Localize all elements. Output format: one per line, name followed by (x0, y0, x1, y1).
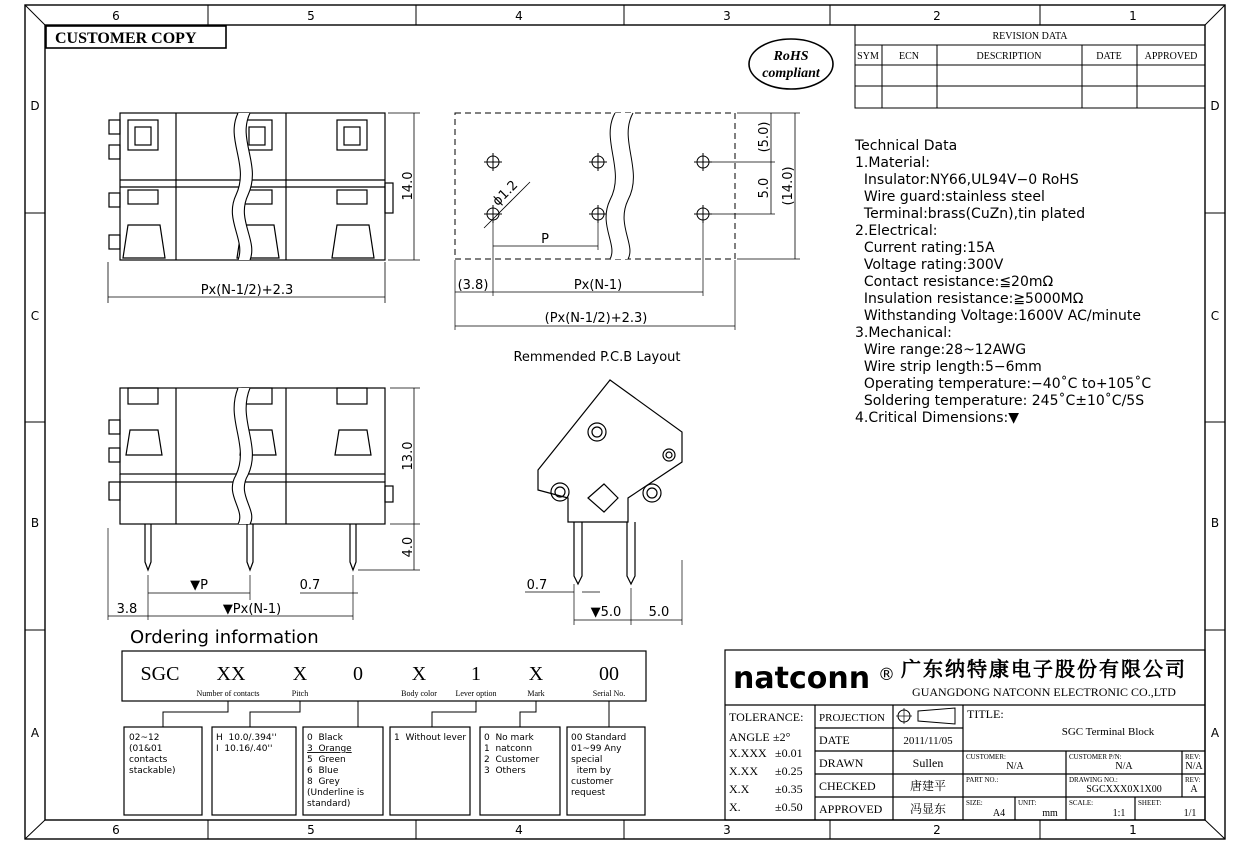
rohs-ellipse (749, 39, 833, 89)
col-label-bottom: 4 (515, 823, 523, 837)
option-color: (Underline is (307, 788, 365, 798)
option-serial: request (571, 788, 606, 798)
option-mark: 3 Others (484, 766, 526, 776)
tolerance-key: X.X (729, 782, 750, 796)
dim-top-height: 14.0 (401, 171, 416, 201)
row-label-right: C (1210, 309, 1220, 323)
tech-line: Wire guard:stainless steel (855, 189, 1045, 205)
date-label: DATE (819, 733, 850, 747)
option-contacts: 02~12 (129, 733, 160, 743)
ordering-code: 1 (471, 663, 481, 685)
tech-line: Insulator:NY66,UL94V−0 RoHS (855, 172, 1079, 188)
col-label-top: 1 (1129, 9, 1137, 23)
option-serial: item by (571, 766, 611, 776)
company-cn: 广东纳特康电子股份有限公司 (901, 659, 1187, 681)
company-en: GUANGDONG NATCONN ELECTRONIC CO.,LTD (912, 685, 1176, 699)
row-label-left: C (30, 309, 40, 323)
dim-pcb-pn1: Px(N-1) (573, 278, 623, 293)
dim-side-50b: 5.0 (648, 605, 670, 620)
option-mark: 0 No mark (484, 733, 534, 743)
option-serial: 00 Standard (571, 733, 627, 743)
projection-label: PROJECTION (819, 712, 886, 724)
col-label-bottom: 5 (307, 823, 315, 837)
row-label-left: B (30, 516, 40, 530)
checked-label: CHECKED (819, 779, 876, 793)
ordering-code: X (411, 663, 427, 685)
option-color: 0 Black (307, 733, 343, 743)
top-view (108, 113, 420, 303)
drawing-no-label: DRAWING NO.: (1069, 776, 1118, 784)
col-label-bottom: 1 (1129, 823, 1137, 837)
tech-line: Withstanding Voltage:1600V AC/minute (855, 308, 1141, 324)
option-color: 5 Green (307, 755, 346, 765)
revision-header: ECN (899, 51, 919, 62)
ordering-label: Serial No. (592, 689, 626, 698)
tolerance-key: X.XX (729, 764, 758, 778)
ordering-code: SGC (140, 663, 180, 685)
option-contacts: (01&01 (129, 744, 163, 754)
brand-logo: natconn (733, 661, 871, 696)
option-contacts: contacts (129, 755, 168, 765)
option-serial: customer (571, 777, 614, 787)
col-label-bottom: 6 (112, 823, 120, 837)
tolerance-key: X. (729, 800, 741, 814)
unit-label: UNIT: (1018, 799, 1037, 807)
dim-front-40: 4.0 (401, 536, 416, 558)
col-label-bottom: 2 (933, 823, 941, 837)
front-view (108, 388, 420, 620)
option-mark: 1 natconn (484, 744, 533, 754)
dim-pcb-38: (3.8) (457, 278, 489, 293)
dim-pcb-p: P (541, 232, 549, 247)
drawn-value: Sullen (912, 756, 944, 770)
dim-front-130: 13.0 (401, 441, 416, 471)
brand-registered: ® (878, 665, 895, 685)
unit-value: mm (1042, 808, 1058, 819)
part-no-label: PART NO.: (966, 776, 999, 784)
tech-line: 2.Electrical: (855, 223, 938, 239)
ordering-label: Mark (527, 689, 545, 698)
tolerance-key: ANGLE (729, 730, 770, 744)
tolerance-value: ±2° (773, 730, 791, 744)
dim-top-width: Px(N-1/2)+2.3 (200, 283, 294, 298)
row-label-left: A (30, 726, 40, 740)
ordering-code: XX (216, 663, 246, 685)
ordering-connectors (163, 701, 609, 727)
option-pitch: H 10.0/.394'' (216, 733, 277, 743)
revision-header: APPROVED (1144, 51, 1198, 62)
ordering-label: Body color (401, 689, 437, 698)
tech-line: Contact resistance:≦20mΩ (855, 274, 1054, 290)
row-label-right: D (1210, 99, 1220, 113)
revision-header: DATE (1096, 51, 1122, 62)
row-label-right: B (1210, 516, 1220, 530)
row-label-right: A (1210, 726, 1220, 740)
rohs-line1: RoHS (773, 49, 809, 64)
option-serial: 01~99 Any (571, 744, 622, 754)
col-label-top: 2 (933, 9, 941, 23)
col-label-top: 3 (723, 9, 731, 23)
customer-value: N/A (1006, 761, 1024, 772)
scale-value: 1:1 (1112, 808, 1126, 819)
revision-header: SYM (857, 51, 879, 62)
tech-line: 1.Material: (855, 155, 930, 171)
tech-line: Insulation resistance:≧5000MΩ (855, 291, 1084, 307)
option-lever: 1 Without lever (394, 733, 467, 743)
dim-pcb-140: (14.0) (781, 166, 796, 206)
tech-line: Terminal:brass(CuZn),tin plated (855, 206, 1086, 222)
customer-pn-label: CUSTOMER P/N: (1069, 753, 1122, 761)
checked-value: 唐建平 (909, 779, 947, 793)
size-value: A4 (992, 808, 1006, 819)
tech-line: Wire strip length:5−6mm (855, 359, 1042, 375)
dim-side-50a: ▼5.0 (590, 605, 622, 620)
tech-line: Current rating:15A (855, 240, 995, 256)
ordering-label: Number of contacts (196, 689, 260, 698)
ordering-label: Lever option (455, 689, 497, 698)
tech-line: 4.Critical Dimensions:▼ (855, 410, 1019, 426)
customer-copy-label: CUSTOMER COPY (55, 30, 197, 47)
dim-front-pn1: ▼Px(N-1) (222, 602, 282, 617)
ordering-code: X (292, 663, 308, 685)
sheet-value: 1/1 (1183, 808, 1197, 819)
dim-pcb-total: (Px(N-1/2)+2.3) (544, 311, 648, 326)
customer-pn-value: N/A (1115, 761, 1133, 772)
customer-label: CUSTOMER: (966, 753, 1006, 761)
tolerance-key: X.XXX (729, 746, 767, 760)
dim-pcb-50a: (5.0) (757, 121, 772, 153)
option-color: standard) (307, 799, 351, 809)
side-view (525, 380, 682, 625)
size-label: SIZE: (966, 799, 983, 807)
sheet-label: SHEET: (1138, 799, 1162, 807)
revision-header: DESCRIPTION (976, 51, 1042, 62)
dim-pcb-50b: 5.0 (757, 177, 772, 199)
tech-line: Voltage rating:300V (855, 257, 1004, 273)
col-label-top: 4 (515, 9, 523, 23)
dim-front-p: ▼P (190, 578, 208, 593)
tech-line: Wire range:28~12AWG (855, 342, 1027, 358)
approved-value: 冯显东 (909, 802, 947, 816)
rev2-value: A (1190, 784, 1198, 795)
ordering-code: X (528, 663, 544, 685)
option-contacts: stackable) (129, 766, 176, 776)
drawn-label: DRAWN (819, 756, 864, 770)
col-label-bottom: 3 (723, 823, 731, 837)
ordering-code: 00 (599, 663, 619, 685)
tolerance-value: ±0.01 (775, 746, 803, 760)
rev1-value: N/A (1185, 761, 1203, 772)
dim-side-07: 0.7 (526, 578, 548, 593)
tolerance-value: ±0.50 (775, 800, 803, 814)
ordering-label: Pitch (291, 689, 309, 698)
tech-line: 3.Mechanical: (855, 325, 952, 341)
dim-front-07: 0.7 (299, 578, 321, 593)
scale-label: SCALE: (1069, 799, 1094, 807)
dim-front-38: 3.8 (116, 602, 138, 617)
ordering-title: Ordering information (130, 627, 319, 648)
rev-label: REV: (1185, 753, 1201, 761)
drawing-no-value: SGCXXX0X1X00 (1086, 784, 1162, 795)
option-pitch: I 10.16/.40'' (216, 744, 273, 754)
option-color: 8 Grey (307, 777, 340, 787)
tolerance-value: ±0.35 (775, 782, 803, 796)
ordering-code: 0 (353, 663, 363, 685)
dim-pcb-diameter: ϕ1.2 (489, 177, 522, 210)
title-value: SGC Terminal Block (1061, 726, 1155, 738)
tech-line: Operating temperature:−40˚C to+105˚C (855, 376, 1152, 392)
col-label-top: 6 (112, 9, 120, 23)
row-label-left: D (30, 99, 40, 113)
title-label: TITLE: (967, 707, 1004, 721)
tolerance-value: ±0.25 (775, 764, 803, 778)
option-color: 6 Blue (307, 766, 339, 776)
date-value: 2011/11/05 (903, 735, 953, 747)
option-serial: special (571, 755, 603, 765)
pcb-caption: Remmended P.C.B Layout (513, 350, 681, 365)
tech-line: Soldering temperature: 245˚C±10˚C/5S (855, 393, 1145, 409)
rev-label: REV: (1185, 776, 1201, 784)
tolerance-label: TOLERANCE: (729, 710, 804, 724)
option-color: 3 Orange (307, 744, 352, 754)
ordering-option-boxes (124, 727, 645, 815)
option-mark: 2 Customer (484, 755, 540, 765)
rohs-line2: compliant (762, 66, 820, 81)
tech-line: Technical Data (855, 138, 958, 154)
technical-data (854, 138, 1151, 426)
revision-title: REVISION DATA (992, 31, 1068, 42)
col-label-top: 5 (307, 9, 315, 23)
approved-label: APPROVED (819, 802, 883, 816)
